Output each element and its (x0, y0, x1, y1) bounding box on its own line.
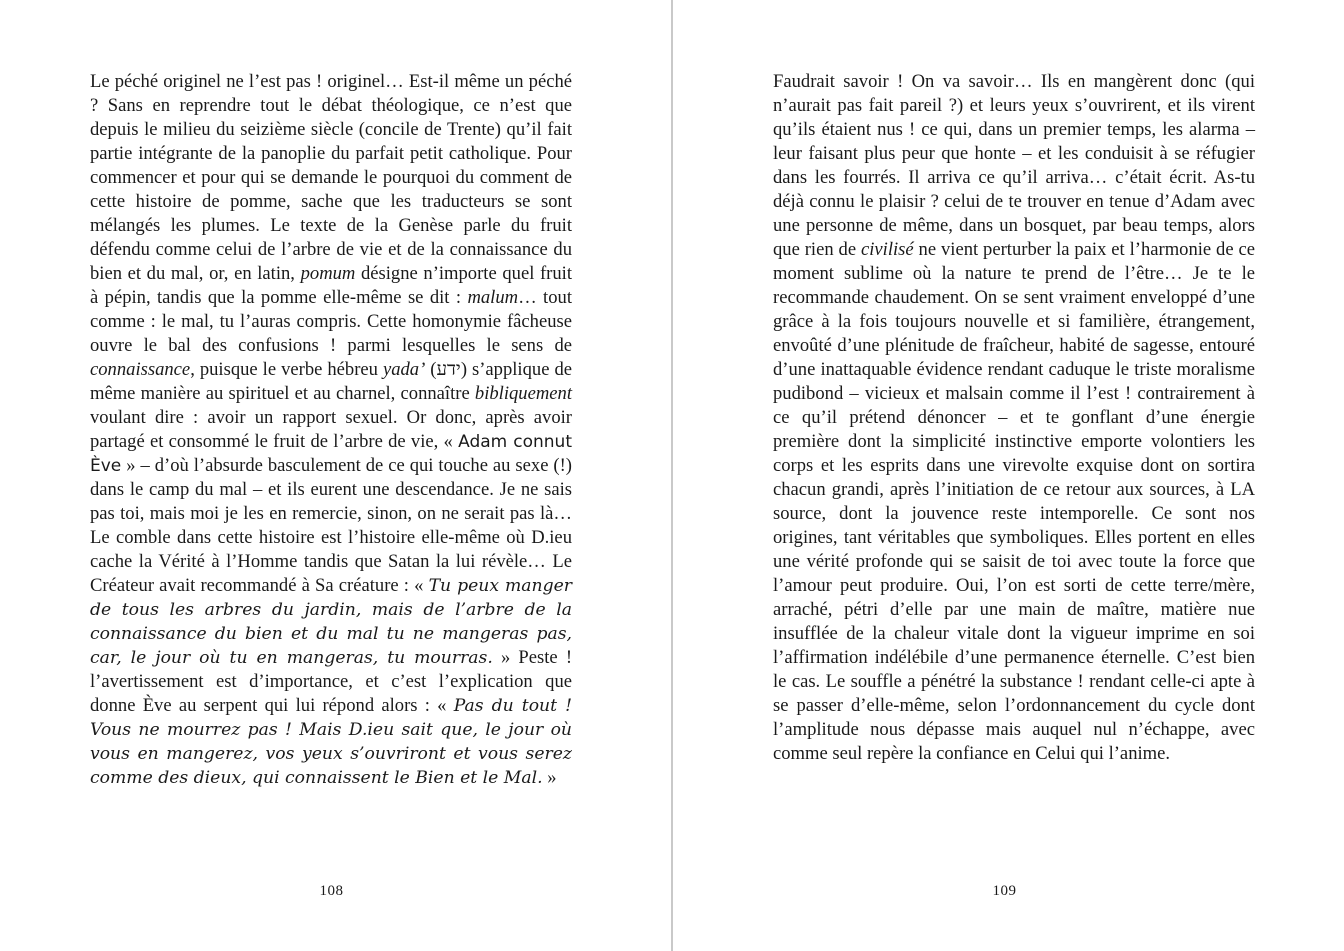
text-run: (ידע) s’applique de même manière au spirituel et au charnel, connaître (90, 359, 572, 404)
italic-term-civilise: civilisé (860, 239, 914, 260)
text-run: Faudrait savoir ! On va savoir… Ils en mangèrent donc (qui n’aurait pas fait pareil ?) et leurs yeux s’ouvrirent, et ils virent qu’ils étaient nus ! ce qui, dans un premier temps, les alarma – leur faisant plus peur que honte – et les conduisit à se réfugier dans les fourrés. Il arriva ce qu’il arriva… c’était écrit. As-tu déjà connu le plaisir ? celui de te trouver en tenue d’Adam avec une personne de même, dans un bosquet, par beau temps, alors que rien de (773, 71, 1255, 260)
quote-adam-connut-eve: Adam connut Ève (90, 432, 572, 476)
left-page (0, 0, 671, 951)
left-paragraph (90, 70, 572, 790)
italic-term-bibliquement: bibliquement (474, 383, 572, 404)
italic-term-yada: yada’ (382, 359, 426, 380)
italic-term-malum: malum (467, 287, 519, 308)
quote-serpent-reply: Pas du tout ! Vous ne mourrez pas ! Mais D.ieu sait que, le jour où vous en mangerez, vos yeux s’ouvriront et vous serez comme des dieux, qui connaissent le Bien et le Mal. (90, 696, 573, 788)
right-page-text (773, 70, 1255, 766)
italic-term-connaissance: connaissance (90, 359, 191, 380)
text-run: voulant dire : avoir un rapport sexuel. Or donc, après avoir partagé et consommé le fruit de l’arbre de vie, « (90, 407, 572, 452)
italic-term-pomum: pomum (300, 263, 356, 284)
text-run: , puisque le verbe hébreu (190, 359, 383, 380)
text-run: ne vient perturber la paix et l’harmonie de ce moment sublime où la nature te prend de l’être… Je te le recommande chaudement. On se sent vraiment enveloppé d’une grâce à la fois toujours nouvelle et si familière, étrangement, envoûté d’une plénitude de fraîcheur, habité de sagesse, entouré d’une inattaquable évidence rendant caduque le triste moralisme pudibond – vicieux et malsain comme il l’est ! contrairement à ce qu’il prétend dénoncer – et te gonflant d’une énergie première dont la simplicité instinctive emporte volontiers les corps et les esprits dans une virevolte exquise dont on sortira chacun grandi, après l’initiation de ce retour aux sources, à LA source, dont la jouvence reste intemporelle. Ce sont nos origines, tant véritables que symboliques. Elles portent en elles une vérité profonde qui se saisit de toi avec toute la force que l’amour peut produire. Oui, l’on est sorti de cette terre/mère, arraché, pétri d’elle par une main de maître, matière nue insufflée de la chaleur vitale dont la vigueur imprime en soi l’affirmation indélébile d’une permanence éternelle. C’est bien le cas. Le souffle a pénétré la substance ! rendant celle-ci apte à se passer d’elle-même, selon l’ordonnancement du cycle dont l’amplitude nous dépasse mais auquel nul n’échappe, avec comme seul repère la confiance en Celui qui l’anime. (773, 239, 1256, 764)
text-run: Le péché originel ne l’est pas ! originel… Est-il même un péché ? Sans en reprendre tout le débat théologique, ce n’est que depuis le milieu du seizième siècle (concile de Trente) qu’il fait partie intégrante de la panoplie du parfait petit catholique. Pour commencer et pour qui se demande le pourquoi du comment de cette histoire de pomme, sache que les traducteurs se sont mélangés les plumes. Le texte de la Genèse parle du fruit défendu comme celui de l’arbre de vie et de la connaissance du bien et du mal, or, en latin, (90, 71, 572, 284)
page-number: 109 (992, 883, 1017, 899)
quote-creator-warning: Tu peux manger de tous les arbres du jardin, mais de l’arbre de la connaissance du bien et du mal tu ne mangeras pas, car, le jour où tu en mangeras, tu mourras. (90, 576, 572, 668)
text-run: » Peste ! l’avertissement est d’importance, et c’est l’explication que donne Ève au serpent qui lui répond alors : « (90, 647, 573, 716)
text-run: » – d’où l’absurde basculement de ce qui touche au sexe (!) dans le camp du mal – et ils eurent une descendance. Je ne sais pas toi, mais moi je les en remercie, sinon, on ne serait pas là… Le comble dans cette histoire est l’histoire elle-même où D.ieu cache la Vérité à l’Homme tandis que Satan la lui révèle… Le Créateur avait recommandé à Sa créature : « (90, 455, 572, 596)
right-paragraph (773, 70, 1255, 766)
page-number: 108 (319, 883, 344, 899)
right-page (673, 0, 1344, 951)
text-run: … tout comme : le mal, tu l’auras compris. Cette homonymie fâcheuse ouvre le bal des confusions ! parmi lesquelles le sens de (90, 287, 572, 356)
text-run: » (542, 767, 557, 788)
text-run: désigne n’importe quel fruit à pépin, tandis que la pomme elle-même se dit : (90, 263, 572, 308)
left-page-text (90, 70, 572, 790)
